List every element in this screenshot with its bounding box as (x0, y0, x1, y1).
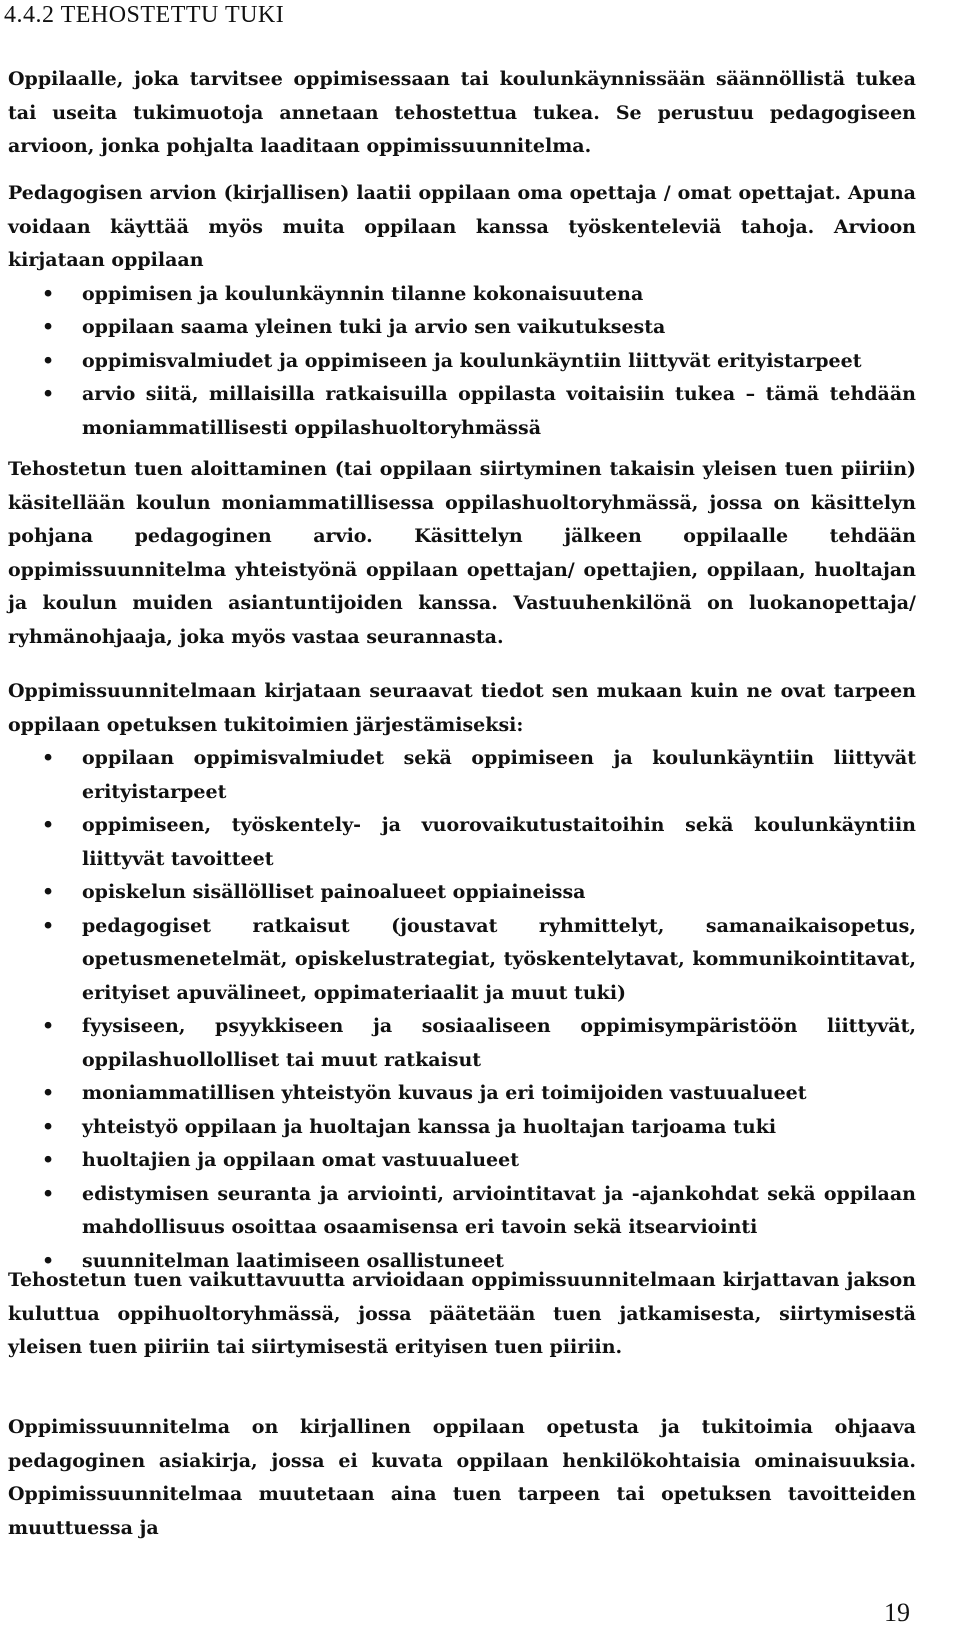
paragraph-text: Oppimissuunnitelmaan kirjataan seuraavat tiedot sen mukaan kuin ne ovat tarpeen oppilaan opetuksen tukitoimien järjestämiseksi: (8, 680, 916, 736)
list-item: • opiskelun sisällölliset painoalueet oppiaineissa (8, 876, 916, 910)
paragraph-text: Oppimissuunnitelma on kirjallinen oppilaan opetusta ja tukitoimia ohjaava pedagoginen asiakirja, jossa ei kuvata oppilaan henkilökohtaisia ominaisuuksia. Oppimissuunnitelmaa muutetaan aina tuen tarpeen tai opetuksen tavoitteiden muuttuessa ja (8, 1416, 916, 1539)
learning-plan-bullet-list (8, 742, 916, 1278)
paragraph-text: Pedagogisen arvion (kirjallisen) laatii oppilaan oma opettaja / omat opettajat. Apuna voidaan käyttää myös muita oppilaan kanssa työskenteleviä tahoja. Arvioon kirjataan oppilaan (8, 182, 916, 271)
intro-paragraph (8, 63, 916, 164)
paragraph-text: Tehostetun tuen vaikuttavuutta arvioidaan oppimissuunnitelmaan kirjattavan jakson kuluttua oppihuoltoryhmässä, jossa päätetään tuen jatkamisesta, siirtymisestä yleisen tuen piiriin tai siirtymisestä erityisen tuen piiriin. (8, 1269, 916, 1358)
paragraph-text: Oppilaalle, joka tarvitsee oppimisessaan tai koulunkäynnissään säännöllistä tukea tai useita tukimuotoja annetaan tehostettua tukea. Se perustuu pedagogiseen arvioon, jonka pohjalta laaditaan oppimissuunnitelma. (8, 68, 916, 157)
learning-plan-section (8, 675, 916, 1278)
assessment-bullet-list (8, 278, 916, 446)
closing-paragraph (8, 1411, 916, 1545)
list-item: • edistymisen seuranta ja arviointi, arviointitavat ja -ajankohdat sekä oppilaan mahdollisuus osoittaa osaamisensa eri tavoin sekä itsearviointi (8, 1178, 916, 1245)
list-item: • huoltajien ja oppilaan omat vastuualueet (8, 1144, 916, 1178)
page-number: 19 (884, 1598, 910, 1627)
effectiveness-paragraph (8, 1264, 916, 1365)
list-item: • moniammatillisen yhteistyön kuvaus ja eri toimijoiden vastuualueet (8, 1077, 916, 1111)
paragraph-text: Tehostetun tuen aloittaminen (tai oppilaan siirtyminen takaisin yleisen tuen piiriin) käsitellään koulun moniammatillisessa oppilashuoltoryhmässä, jossa on käsittelyn pohjana pedagoginen arvio. Käsittelyn jälkeen oppilaalle tehdään oppimissuunnitelma yhteistyönä oppilaan opettajan/ opettajien, oppilaan, huoltajan ja koulun muiden asiantuntijoiden kanssa. Vastuuhenkilönä on luokanopettaja/ ryhmänohjaaja, joka myös vastaa seurannasta. (8, 458, 916, 648)
assessment-section (8, 177, 916, 445)
list-item: • arvio siitä, millaisilla ratkaisuilla oppilasta voitaisiin tukea – tämä tehdään moniammatillisesti oppilashuoltoryhmässä (8, 378, 916, 445)
list-item: • oppimisvalmiudet ja oppimiseen ja koulunkäyntiin liittyvät erityistarpeet (8, 345, 916, 379)
list-item: • oppilaan saama yleinen tuki ja arvio sen vaikutuksesta (8, 311, 916, 345)
list-item: • oppilaan oppimisvalmiudet sekä oppimiseen ja koulunkäyntiin liittyvät erityistarpeet (8, 742, 916, 809)
list-item: • oppimiseen, työskentely- ja vuorovaikutustaitoihin sekä koulunkäyntiin liittyvät tavoitteet (8, 809, 916, 876)
start-of-support-paragraph (8, 453, 916, 654)
list-item: • fyysiseen, psyykkiseen ja sosiaaliseen oppimisympäristöön liittyvät, oppilashuollolliset tai muut ratkaisut (8, 1010, 916, 1077)
list-item: • oppimisen ja koulunkäynnin tilanne kokonaisuutena (8, 278, 916, 312)
list-item: • pedagogiset ratkaisut (joustavat ryhmittelyt, samanaikaisopetus, opetusmenetelmät, opiskelustrategiat, työskentelytavat, kommunikointitavat, erityiset apuvälineet, oppimateriaalit ja muut tuki) (8, 910, 916, 1011)
list-item: • suunnitelman laatimiseen osallistuneet (8, 1245, 916, 1279)
section-heading: 4.4.2 TEHOSTETTU TUKI (4, 2, 285, 28)
list-item: • yhteistyö oppilaan ja huoltajan kanssa ja huoltajan tarjoama tuki (8, 1111, 916, 1145)
